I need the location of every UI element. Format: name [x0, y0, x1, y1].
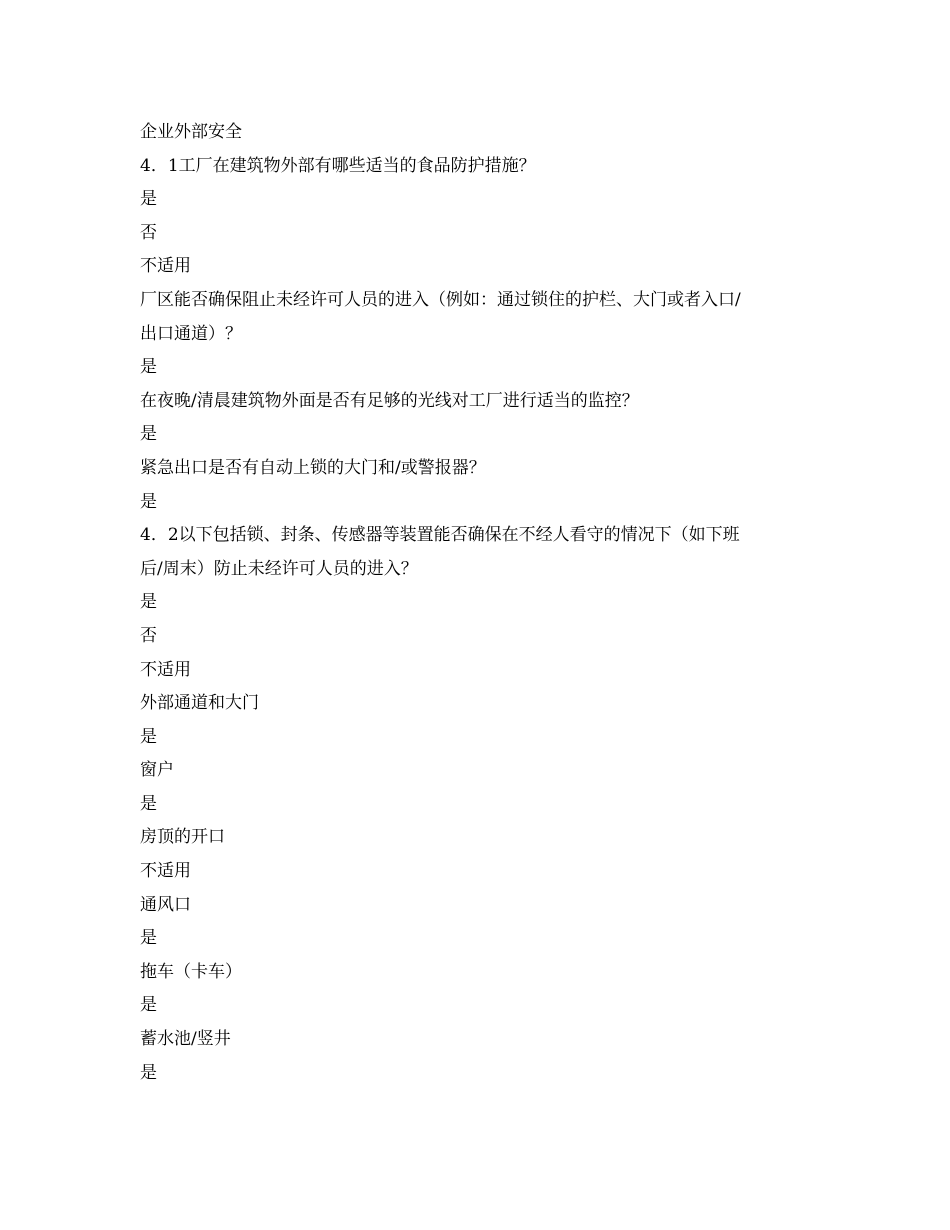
document-body	[140, 116, 820, 1090]
answer: 是	[140, 491, 157, 512]
question-4-1: 4．1工厂在建筑物外部有哪些适当的食品防护措施？	[140, 155, 536, 176]
question-perimeter-access-cont: 出口通道）？	[140, 323, 242, 344]
option-not-applicable: 不适用	[140, 659, 191, 680]
answer: 不适用	[140, 861, 191, 882]
question-emergency-exits: 紧急出口是否有自动上锁的大门和/或警报器？	[140, 457, 486, 478]
answer: 是	[140, 357, 157, 378]
answer: 是	[140, 1062, 157, 1083]
answer: 是	[140, 793, 157, 814]
item-trailers: 拖车（卡车）	[140, 961, 242, 982]
answer: 是	[140, 995, 157, 1016]
option-not-applicable: 不适用	[140, 256, 191, 277]
item-vents: 通风口	[140, 894, 191, 915]
answer: 是	[140, 928, 157, 949]
section-heading: 企业外部安全	[140, 122, 242, 142]
item-roof-openings: 房顶的开口	[140, 827, 225, 848]
option-no: 否	[140, 222, 157, 243]
option-yes: 是	[140, 592, 157, 613]
item-windows: 窗户	[140, 760, 174, 781]
option-yes: 是	[140, 189, 157, 210]
question-perimeter-access: 厂区能否确保阻止未经许可人员的进入（例如：通过锁住的护栏、大门或者入口/	[140, 289, 741, 310]
question-4-2-cont: 后/周末）防止未经许可人员的进入？	[140, 558, 418, 579]
item-external-access-gates: 外部通道和大门	[140, 693, 259, 714]
answer: 是	[140, 424, 157, 445]
question-lighting: 在夜晚/清晨建筑物外面是否有足够的光线对工厂进行适当的监控？	[140, 390, 639, 411]
item-water-tanks-shafts: 蓄水池/竖井	[140, 1029, 231, 1050]
question-4-2: 4．2以下包括锁、封条、传感器等装置能否确保在不经人看守的情况下（如下班	[140, 525, 740, 546]
option-no: 否	[140, 625, 157, 646]
answer: 是	[140, 726, 157, 747]
